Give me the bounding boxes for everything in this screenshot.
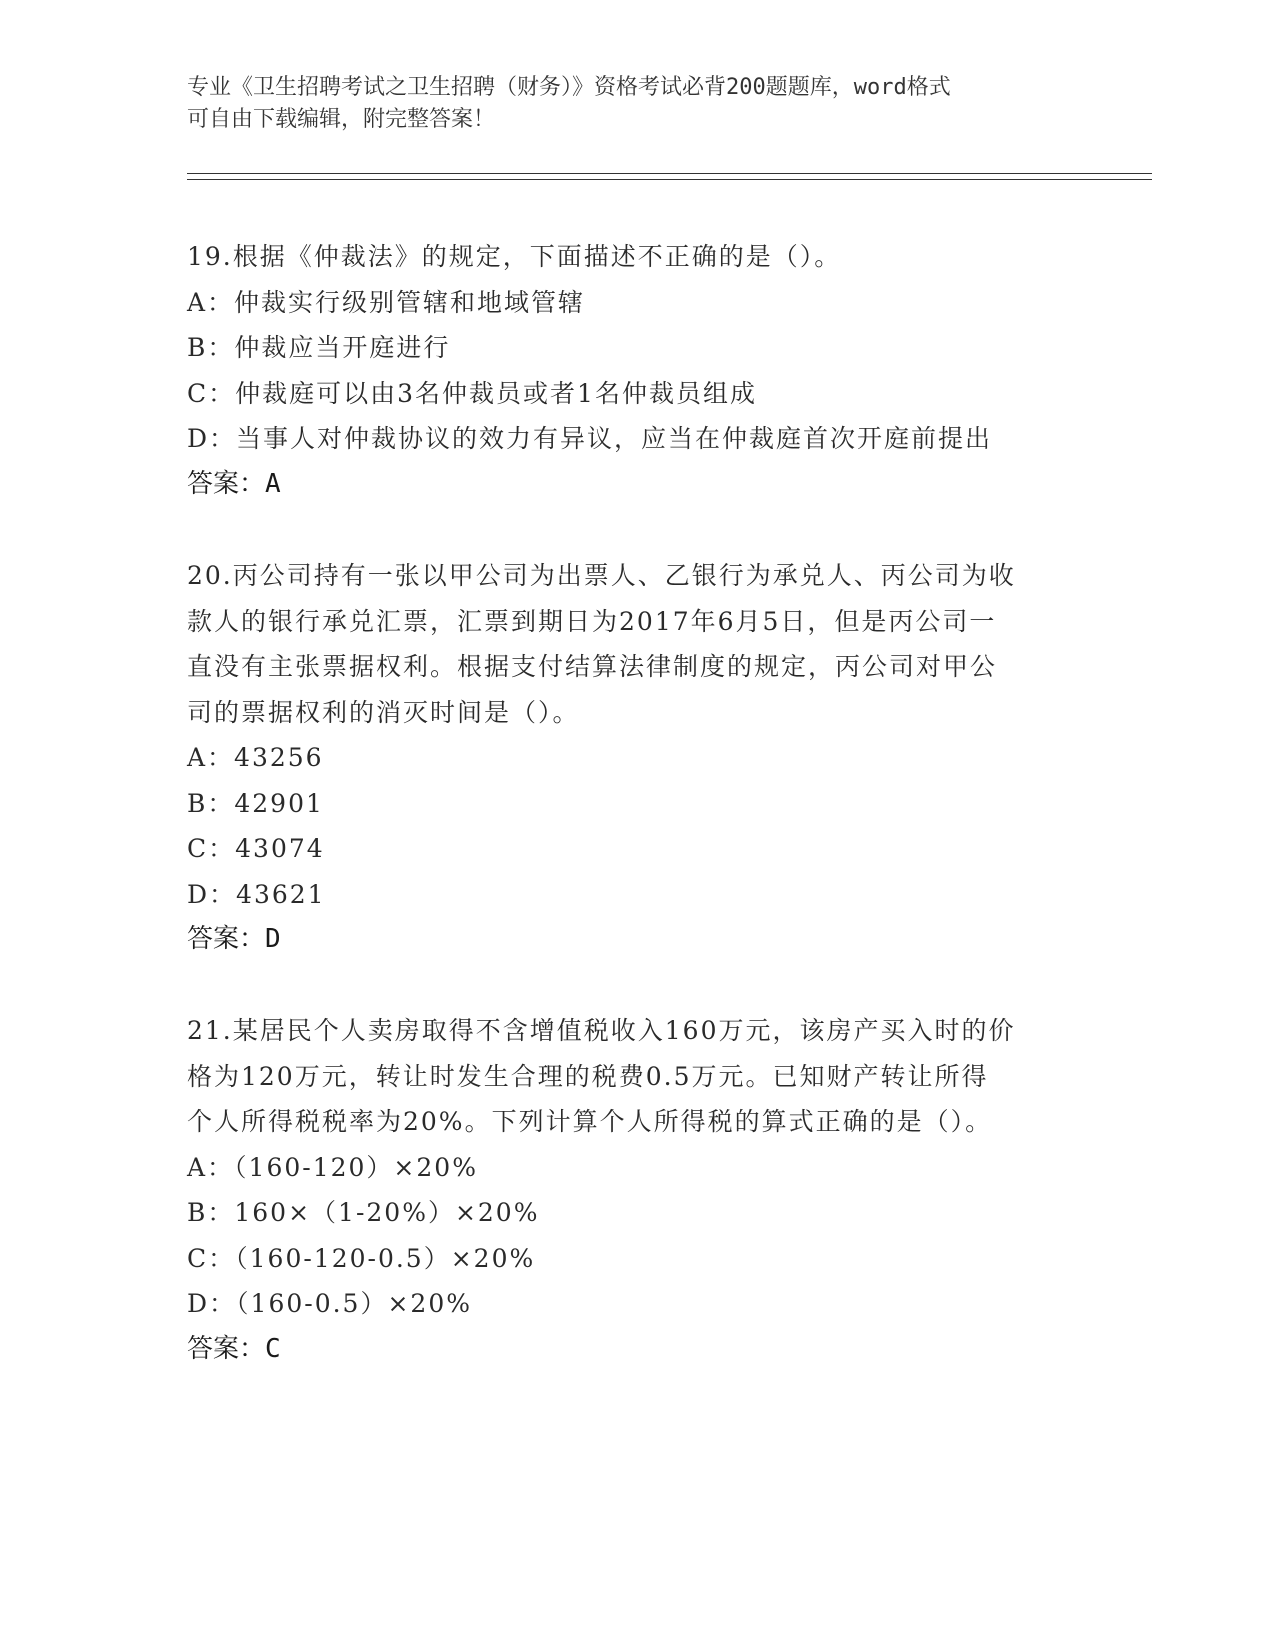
option-d: D：当事人对仲裁协议的效力有异议，应当在仲裁庭首次开庭前提出 <box>187 424 993 453</box>
header-divider-top <box>187 173 1152 174</box>
header-divider-bottom <box>187 179 1152 180</box>
question-stem: 款人的银行承兑汇票，汇票到期日为2017年6月5日，但是丙公司一 <box>187 606 997 636</box>
question-stem: 19.根据《仲裁法》的规定，下面描述不正确的是（）。 <box>187 242 842 271</box>
question-21 <box>187 1008 1087 1372</box>
question-19 <box>187 234 1087 507</box>
option-c: C：43074 <box>187 834 325 863</box>
option-d: D：（160-0.5）×20% <box>187 1289 472 1318</box>
header-line-2: 可自由下载编辑，附完整答案！ <box>187 107 496 132</box>
question-20 <box>187 553 1087 963</box>
answer: 答案：A <box>187 468 281 499</box>
header-line-1: 专业《卫生招聘考试之卫生招聘（财务）》资格考试必背200题题库，word格式 <box>187 75 951 100</box>
option-d: D：43621 <box>187 879 326 909</box>
option-a: A：仲裁实行级别管辖和地域管辖 <box>187 287 586 317</box>
answer: 答案：D <box>187 924 281 954</box>
question-stem: 21.某居民个人卖房取得不含增值税收入160万元，该房产买入时的价 <box>187 1016 1016 1045</box>
question-stem: 司的票据权利的消灭时间是（）。 <box>187 697 580 727</box>
question-stem: 格为120万元，转让时发生合理的税费0.5万元。已知财产转让所得 <box>187 1061 989 1091</box>
question-stem: 直没有主张票据权利。根据支付结算法律制度的规定，丙公司对甲公 <box>187 652 998 681</box>
option-b: B：42901 <box>187 788 324 818</box>
option-a: A：43256 <box>187 743 324 772</box>
question-stem: 20.丙公司持有一张以甲公司为出票人、乙银行为承兑人、丙公司为收 <box>187 561 1016 590</box>
option-c: C：仲裁庭可以由3名仲裁员或者1名仲裁员组成 <box>187 378 757 408</box>
document-header <box>187 72 1087 136</box>
option-b: B：160×（1-20%）×20% <box>187 1198 540 1227</box>
option-c: C：（160-120-0.5）×20% <box>187 1243 536 1273</box>
option-a: A：（160-120）×20% <box>187 1152 478 1182</box>
answer: 答案：C <box>187 1333 281 1364</box>
question-stem: 个人所得税税率为20%。下列计算个人所得税的算式正确的是（）。 <box>187 1107 993 1136</box>
option-b: B：仲裁应当开庭进行 <box>187 333 451 362</box>
